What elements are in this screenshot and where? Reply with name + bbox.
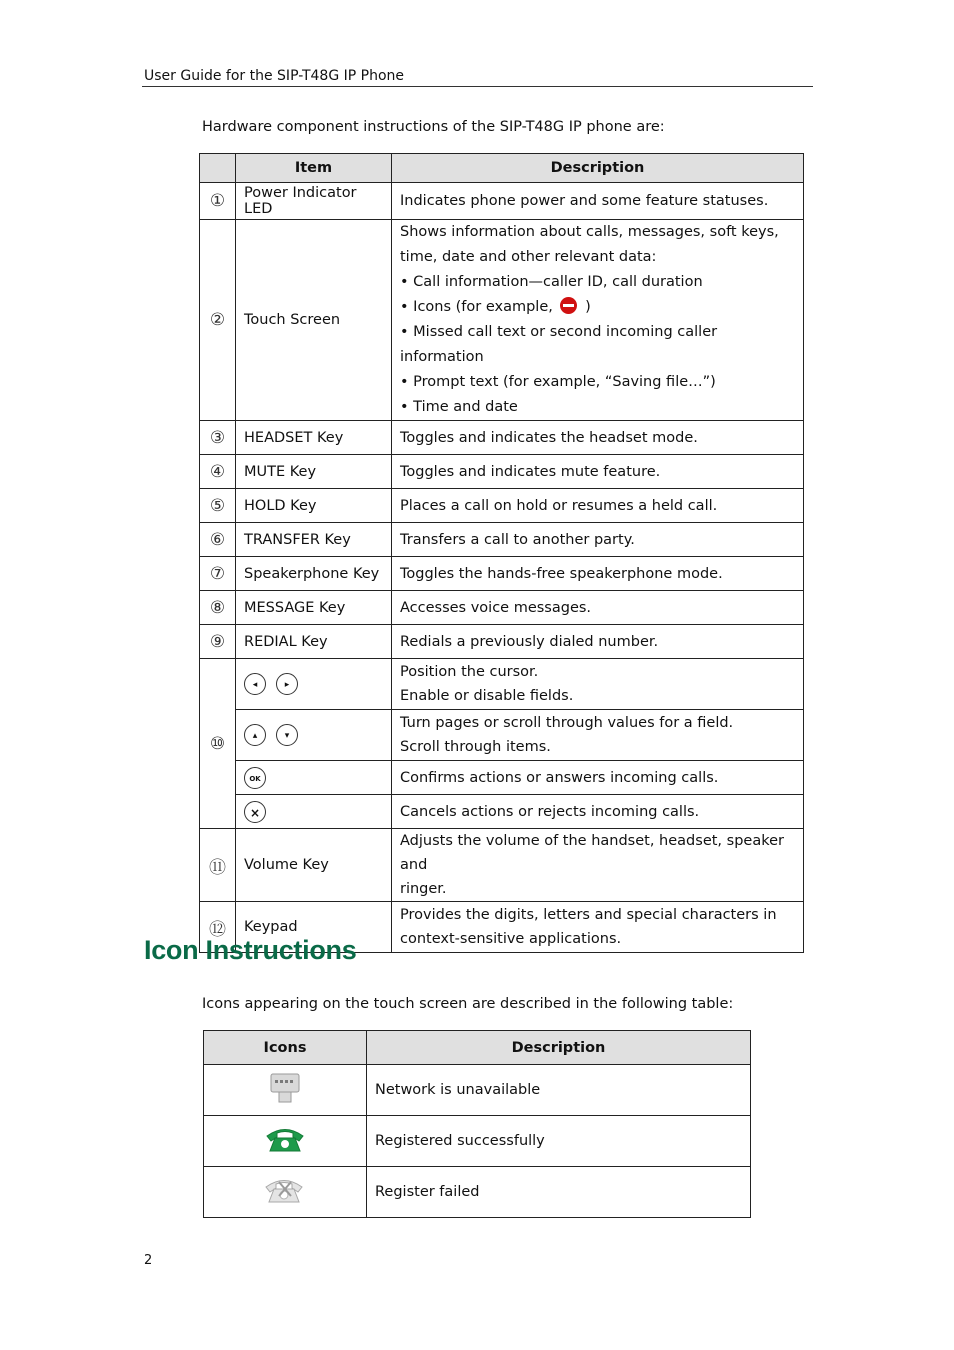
- no-entry-icon: [560, 297, 577, 314]
- hardware-intro: Hardware component instructions of the SIP-T48G IP phone are:: [202, 119, 665, 135]
- table-row: [200, 591, 804, 625]
- icon-cell: [204, 1065, 367, 1116]
- item-name: Touch Screen: [236, 220, 392, 421]
- item-description: Cancels actions or rejects incoming calls.: [392, 795, 804, 829]
- table-row: [200, 557, 804, 591]
- item-description: [392, 659, 804, 710]
- description-line: • Call information—caller ID, call duration: [400, 274, 703, 290]
- icon-cell: [204, 1116, 367, 1167]
- description-line: Shows information about calls, messages, soft keys,: [400, 224, 779, 240]
- section-title: Icon Instructions: [144, 935, 357, 965]
- item-description: [392, 710, 804, 761]
- column-header-description: Description: [392, 154, 804, 183]
- icon-description: Register failed: [367, 1167, 751, 1218]
- column-header-item: Item: [236, 154, 392, 183]
- table-row: [204, 1167, 751, 1218]
- item-name: MESSAGE Key: [236, 591, 392, 625]
- item-description: Redials a previously dialed number.: [392, 625, 804, 659]
- description-line: [400, 295, 795, 320]
- item-name: MUTE Key: [236, 455, 392, 489]
- table-header-row: [204, 1031, 751, 1065]
- description-line: • Prompt text (for example, “Saving file…”): [400, 374, 716, 390]
- table-row: [200, 421, 804, 455]
- row-number: ⑦: [200, 557, 236, 591]
- table-row: [204, 1116, 751, 1167]
- item-name: Power Indicator LED: [236, 183, 392, 220]
- description-line: Scroll through items.: [400, 739, 551, 755]
- table-row: [200, 829, 804, 902]
- item-name: Volume Key: [236, 829, 392, 902]
- icon-description: Network is unavailable: [367, 1065, 751, 1116]
- header-rule: [142, 86, 813, 87]
- row-number: ⑩: [200, 659, 236, 829]
- table-row: [200, 659, 804, 710]
- icons-table: [203, 1030, 751, 1218]
- item-description: Toggles the hands-free speakerphone mode.: [392, 557, 804, 591]
- cancel-key-icon: ×: [244, 801, 266, 823]
- table-row: [200, 761, 804, 795]
- row-number: ⑤: [200, 489, 236, 523]
- item-description: [392, 902, 804, 953]
- row-number: ⑪: [200, 829, 236, 902]
- table-header-row: [200, 154, 804, 183]
- table-row: [200, 220, 804, 421]
- row-number: ①: [200, 183, 236, 220]
- table-row: [200, 523, 804, 557]
- item-description: Places a call on hold or resumes a held call.: [392, 489, 804, 523]
- description-line: Adjusts the volume of the handset, headset, speaker and: [400, 833, 784, 873]
- description-line: Turn pages or scroll through values for a field.: [400, 715, 734, 731]
- description-line: context-sensitive applications.: [400, 931, 622, 947]
- icon-cell: [204, 1167, 367, 1218]
- item-description: Transfers a call to another party.: [392, 523, 804, 557]
- right-arrow-key-icon: ▸: [276, 673, 298, 695]
- column-header-icons: Icons: [204, 1031, 367, 1065]
- navigation-keys-cell: [236, 659, 392, 710]
- row-number: ⑨: [200, 625, 236, 659]
- row-number: ②: [200, 220, 236, 421]
- description-line: time, date and other relevant data:: [400, 249, 657, 265]
- row-number: ④: [200, 455, 236, 489]
- row-number: ⑧: [200, 591, 236, 625]
- navigation-keys-cell: [236, 761, 392, 795]
- down-arrow-key-icon: ▾: [276, 724, 298, 746]
- item-description: Toggles and indicates the headset mode.: [392, 421, 804, 455]
- row-number: ⑫: [200, 902, 236, 953]
- ok-key-icon: OK: [244, 767, 266, 789]
- table-row: [200, 489, 804, 523]
- table-row: [204, 1065, 751, 1116]
- column-header-description: Description: [367, 1031, 751, 1065]
- item-name: HOLD Key: [236, 489, 392, 523]
- description-text: • Icons (for example,: [400, 299, 553, 315]
- navigation-keys-cell: [236, 795, 392, 829]
- icon-description: Registered successfully: [367, 1116, 751, 1167]
- table-row: [200, 710, 804, 761]
- network-unavailable-icon: [268, 1071, 302, 1105]
- description-line: • Time and date: [400, 399, 518, 415]
- icons-intro: Icons appearing on the touch screen are described in the following table:: [202, 996, 734, 1012]
- description-text: ): [585, 299, 591, 315]
- item-name: TRANSFER Key: [236, 523, 392, 557]
- item-name: Speakerphone Key: [236, 557, 392, 591]
- item-description: [392, 220, 804, 421]
- row-number: ③: [200, 421, 236, 455]
- table-row: [200, 455, 804, 489]
- navigation-keys-cell: [236, 710, 392, 761]
- page-number: 2: [144, 1253, 153, 1268]
- running-header: User Guide for the SIP-T48G IP Phone: [144, 68, 405, 84]
- description-line: ringer.: [400, 881, 447, 897]
- item-name: Keypad: [236, 902, 392, 953]
- description-line: • Missed call text or second incoming caller information: [400, 324, 718, 365]
- table-row: [200, 795, 804, 829]
- item-name: REDIAL Key: [236, 625, 392, 659]
- item-description: Confirms actions or answers incoming calls.: [392, 761, 804, 795]
- description-line: Provides the digits, letters and special characters in: [400, 907, 777, 923]
- description-line: Position the cursor.: [400, 664, 539, 680]
- table-row: [200, 183, 804, 220]
- hardware-table: [199, 153, 804, 953]
- table-row: [200, 625, 804, 659]
- item-description: Indicates phone power and some feature statuses.: [392, 183, 804, 220]
- left-arrow-key-icon: ◂: [244, 673, 266, 695]
- item-description: [392, 829, 804, 902]
- register-failed-phone-icon: [263, 1174, 307, 1206]
- registered-phone-icon: [264, 1123, 306, 1155]
- description-line: Enable or disable fields.: [400, 688, 574, 704]
- item-name: HEADSET Key: [236, 421, 392, 455]
- item-description: Accesses voice messages.: [392, 591, 804, 625]
- up-arrow-key-icon: ▴: [244, 724, 266, 746]
- row-number: ⑥: [200, 523, 236, 557]
- item-description: Toggles and indicates mute feature.: [392, 455, 804, 489]
